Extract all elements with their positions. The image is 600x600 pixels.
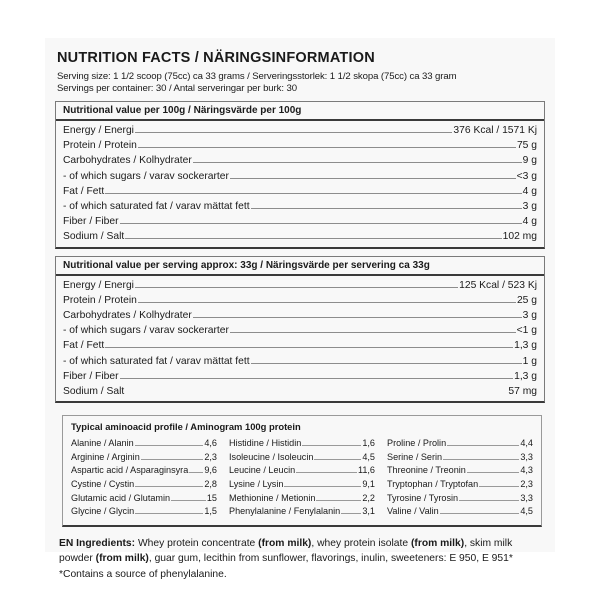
- aminoacid-value: 2,3: [204, 451, 217, 462]
- nutrition-row-label: Fat / Fett: [63, 340, 105, 352]
- ingredient-text-segment: , whey protein isolate: [311, 537, 411, 549]
- nutrition-row-label: Protein / Protein: [63, 140, 137, 152]
- aminoacid-label: Proline / Prolin: [387, 438, 447, 449]
- nutrition-row-label: Sodium / Salt: [63, 386, 125, 398]
- aminoacid-value: 3,1: [362, 506, 375, 517]
- ingredient-text-segment: , guar gum, lecithin from sunflower, flavorings, inulin, sweeteners: E 950, E 951* *Contains a source of phenylalanine.: [59, 553, 513, 580]
- aminoacid-label: Lysine / Lysin: [229, 479, 284, 490]
- nutrition-row-value: 1 g: [522, 355, 537, 367]
- leader-line: [105, 347, 513, 348]
- aminoacid-label: Aspartic acid / Asparaginsyra: [71, 465, 189, 476]
- leader-line: [251, 208, 522, 209]
- aminoacid-label: Serine / Serin: [387, 451, 443, 462]
- aminoacid-value: 2,2: [362, 492, 375, 503]
- ingredient-allergen-emphasis: (from milk): [258, 537, 312, 549]
- ingredient-text-segment: , skim milk powder: [59, 537, 513, 565]
- aminoacid-value: 4,5: [362, 451, 375, 462]
- leader-line: [135, 486, 203, 487]
- leader-line: [135, 287, 458, 288]
- nutrition-row-value: 4 g: [522, 216, 537, 228]
- nutrition-row-value: 75 g: [516, 140, 537, 152]
- aminoacid-row: [229, 492, 375, 506]
- nutrition-table-body: [56, 276, 544, 402]
- leader-line: [120, 223, 522, 224]
- nutrition-row-label: - of which saturated fat / varav mättat fett: [63, 201, 250, 213]
- aminoacid-value: 15: [206, 492, 217, 503]
- nutrition-table-header: Nutritional value per serving approx: 33g / Näringsvärde per servering ca 33g: [56, 257, 544, 276]
- nutrition-row: [63, 278, 537, 293]
- nutrition-row: [63, 338, 537, 353]
- nutrition-row-value: 376 Kcal / 1571 Kj: [453, 125, 537, 136]
- nutrition-row-label: - of which saturated fat / varav mättat fett: [63, 355, 250, 367]
- nutrition-row-value: <1 g: [516, 325, 537, 337]
- aminoacid-column: [229, 437, 375, 519]
- leader-line: [120, 378, 514, 379]
- nutrition-tables: [55, 101, 545, 403]
- aminoacid-value: 2,8: [204, 479, 217, 490]
- aminoacid-label: Tryptophan / Tryptofan: [387, 479, 479, 490]
- aminoacid-value: 2,3: [520, 479, 533, 490]
- aminoacid-label: Histidine / Histidin: [229, 438, 302, 449]
- aminoacid-profile-box: [62, 415, 542, 527]
- leader-line: [459, 500, 519, 501]
- aminoacid-value: 11,6: [357, 465, 375, 476]
- aminoacid-row: [387, 437, 533, 451]
- nutrition-row-label: Carbohydrates / Kolhydrater: [63, 155, 192, 167]
- aminoacid-label: Glutamic acid / Glutamin: [71, 492, 171, 503]
- nutrition-row-label: Energy / Energi: [63, 125, 134, 136]
- nutrition-row: [63, 293, 537, 308]
- aminoacid-value: 3,3: [520, 492, 533, 503]
- aminoacid-value: 1,5: [204, 506, 217, 517]
- aminoacid-row: [229, 464, 375, 478]
- aminoacid-row: [71, 464, 217, 478]
- ingredient-allergen-emphasis: (from milk): [95, 553, 149, 565]
- leader-line: [443, 459, 519, 460]
- leader-line: [316, 500, 361, 501]
- leader-line: [105, 193, 521, 194]
- leader-line: [138, 302, 516, 303]
- nutrition-row-value: 25 g: [516, 294, 537, 306]
- aminoacid-label: Cystine / Cystin: [71, 479, 135, 490]
- aminoacid-column: [387, 437, 533, 519]
- aminoacid-label: Isoleucine / Isoleucin: [229, 451, 314, 462]
- nutrition-table-body: [56, 121, 544, 247]
- nutrition-row: [63, 199, 537, 214]
- nutrition-row-label: - of which sugars / varav sockerarter: [63, 325, 229, 337]
- aminoacid-row: [229, 478, 375, 492]
- leader-line: [125, 238, 501, 239]
- nutrition-row-label: Fiber / Fiber: [63, 370, 119, 382]
- nutrition-row-label: Fat / Fett: [63, 185, 105, 197]
- nutrition-row-value: 9 g: [522, 155, 537, 167]
- aminoacid-columns: [71, 437, 533, 519]
- leader-line: [193, 317, 522, 318]
- leader-line: [284, 486, 361, 487]
- nutrition-row: [63, 184, 537, 199]
- nutrition-row-label: Energy / Energi: [63, 279, 134, 291]
- nutrition-table-header: Nutritional value per 100g / Näringsvärde per 100g: [56, 102, 544, 121]
- aminoacid-value: 9,6: [204, 465, 217, 476]
- ingredient-allergen-emphasis: (from milk): [410, 537, 465, 549]
- nutrition-row-value: <3 g: [516, 170, 537, 182]
- aminoacid-value: 1,6: [362, 438, 375, 449]
- leader-line: [193, 162, 522, 163]
- aminoacid-row: [71, 451, 217, 465]
- aminoacid-row: [387, 505, 533, 519]
- nutrition-row: [63, 369, 537, 384]
- aminoacid-row: [229, 451, 375, 465]
- nutrition-row-label: Protein / Protein: [63, 294, 137, 306]
- aminoacid-profile-title: Typical aminoacid profile / Aminogram 100g protein: [71, 421, 301, 433]
- aminoacid-label: Leucine / Leucin: [229, 465, 296, 476]
- ingredient-text-segment: Whey protein concentrate: [135, 537, 259, 549]
- nutrition-row: [63, 123, 537, 138]
- nutrition-row: [63, 354, 537, 369]
- aminoacid-value: 4,5: [520, 506, 533, 517]
- aminoacid-label: Phenylalanine / Fenylalanin: [229, 506, 341, 517]
- leader-line: [141, 459, 204, 460]
- aminoacid-column: [71, 437, 217, 519]
- aminoacid-label: Arginine / Arginin: [71, 451, 140, 462]
- nutrition-row: [63, 308, 537, 323]
- nutrition-row: [63, 169, 537, 184]
- ingredients-lead-label: EN Ingredients:: [59, 537, 136, 549]
- leader-line: [447, 445, 519, 446]
- aminoacid-row: [387, 492, 533, 506]
- nutrition-row-value: 125 Kcal / 523 Kj: [459, 279, 537, 291]
- aminoacid-label: Methionine / Metionin: [229, 492, 316, 503]
- aminoacid-row: [71, 505, 217, 519]
- aminoacid-row: [71, 478, 217, 492]
- nutrition-row-label: - of which sugars / varav sockerarter: [63, 170, 229, 182]
- nutrition-row-value: 57 mg: [508, 386, 537, 398]
- nutrition-row-value: 3 g: [522, 201, 537, 213]
- aminoacid-label: Valine / Valin: [387, 506, 439, 517]
- leader-line: [251, 363, 522, 364]
- aminoacid-label: Alanine / Alanin: [71, 438, 134, 449]
- aminoacid-label: Threonine / Treonin: [387, 465, 466, 476]
- aminoacid-value: 4,3: [520, 465, 533, 476]
- aminoacid-value: 3,3: [520, 451, 533, 462]
- leader-line: [302, 445, 361, 446]
- nutrition-row-value: 102 mg: [502, 231, 537, 243]
- aminoacid-row: [387, 464, 533, 478]
- leader-line: [440, 513, 520, 514]
- nutrition-row: [63, 384, 537, 399]
- leader-line: [135, 132, 452, 133]
- aminoacid-value: 9,1: [362, 479, 375, 490]
- aminoacid-label: Tyrosine / Tyrosin: [387, 492, 459, 503]
- ingredients-paragraph: [59, 536, 539, 583]
- nutrition-row: [63, 214, 537, 229]
- leader-line: [296, 472, 357, 473]
- serving-size-text: Serving size: 1 1/2 scoop (75cc) ca 33 grams / Serveringsstorlek: 1 1/2 skopa (75cc) ca 33 gram: [57, 71, 457, 82]
- nutrition-row-value: 1,3 g: [514, 370, 537, 382]
- leader-line: [230, 178, 516, 179]
- aminoacid-row: [387, 451, 533, 465]
- aminoacid-value: 4,4: [520, 438, 533, 449]
- leader-line: [189, 472, 203, 473]
- leader-line: [135, 445, 204, 446]
- leader-line: [341, 513, 361, 514]
- nutrition-row: [63, 153, 537, 168]
- aminoacid-label: Glycine / Glycin: [71, 506, 135, 517]
- aminoacid-row: [387, 478, 533, 492]
- nutrition-row: [63, 229, 537, 244]
- leader-line: [314, 459, 361, 460]
- nutrition-row-value: 3 g: [522, 310, 537, 322]
- leader-line: [138, 147, 516, 148]
- aminoacid-row: [229, 505, 375, 519]
- nutrition-row-value: 1,3 g: [514, 340, 537, 352]
- page-title: NUTRITION FACTS / NÄRINGSINFORMATION: [57, 50, 375, 66]
- leader-line: [467, 472, 519, 473]
- aminoacid-row: [71, 437, 217, 451]
- nutrition-facts-panel: [45, 38, 555, 580]
- nutrition-row: [63, 323, 537, 338]
- leader-line: [135, 513, 203, 514]
- leader-line: [171, 500, 206, 501]
- nutrition-table: [55, 256, 545, 404]
- aminoacid-row: [71, 492, 217, 506]
- nutrition-row-label: Carbohydrates / Kolhydrater: [63, 310, 192, 322]
- leader-line: [230, 332, 516, 333]
- aminoacid-row: [229, 437, 375, 451]
- nutrition-row-label: Fiber / Fiber: [63, 216, 119, 228]
- nutrition-row-label: Sodium / Salt: [63, 231, 125, 243]
- nutrition-row: [63, 138, 537, 153]
- leader-line: [479, 486, 519, 487]
- nutrition-table: [55, 101, 545, 249]
- servings-per-container-text: Servings per container: 30 / Antal serveringar per burk: 30: [57, 83, 297, 94]
- aminoacid-value: 4,6: [204, 438, 217, 449]
- nutrition-row-value: 4 g: [522, 185, 537, 197]
